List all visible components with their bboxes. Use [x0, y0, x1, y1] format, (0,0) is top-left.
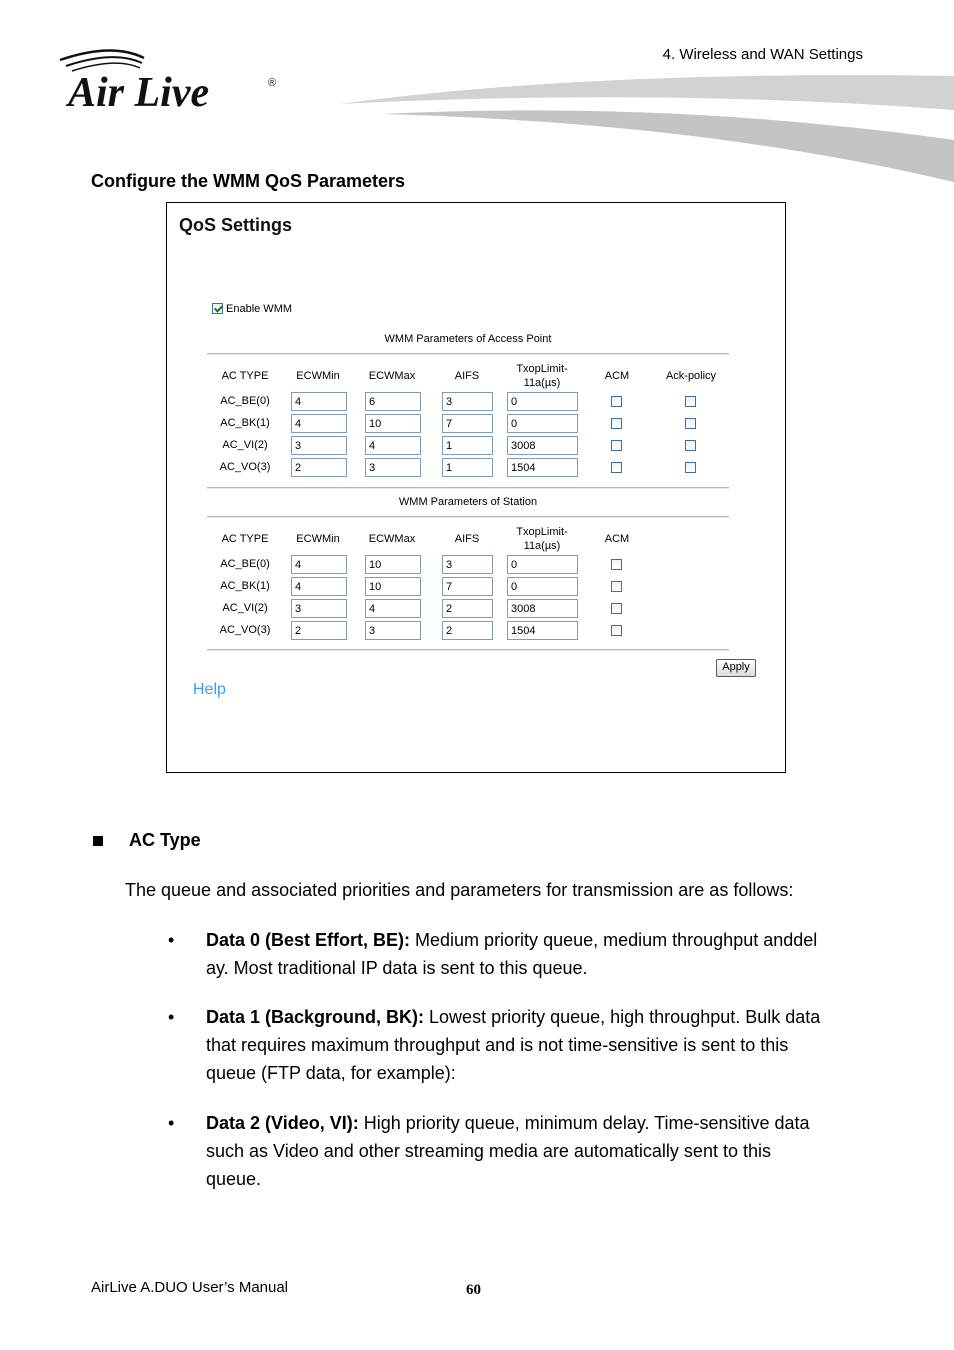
divider [207, 649, 729, 651]
ap-header-acm: ACM [604, 370, 630, 382]
ap-ecwmax-input[interactable] [365, 458, 421, 477]
sta-row-type: AC_VI(2) [222, 602, 268, 614]
ap-acm-checkbox[interactable] [611, 396, 622, 407]
ap-ack-policy-checkbox[interactable] [685, 462, 696, 473]
qos-settings-title: QoS Settings [179, 215, 293, 235]
sta-ecwmin-input[interactable] [291, 577, 347, 596]
ap-ack-policy-checkbox[interactable] [685, 396, 696, 407]
sta-txop-input[interactable] [507, 577, 578, 596]
ap-header-ecwmax: ECWMax [368, 370, 416, 382]
ap-txop-input[interactable] [507, 458, 578, 477]
header-swoosh-graphic [340, 70, 954, 190]
sta-ecwmax-input[interactable] [365, 599, 421, 618]
divider [207, 353, 729, 355]
ap-ecwmin-input[interactable] [291, 414, 347, 433]
bullet-dot: • [168, 1007, 175, 1027]
sta-txop-input[interactable] [507, 555, 578, 574]
ap-row-type: AC_BK(1) [220, 417, 270, 429]
sta-txop-input[interactable] [507, 599, 578, 618]
sta-ecwmin-input[interactable] [291, 621, 347, 640]
sta-header-acm: ACM [604, 533, 630, 545]
sta-aifs-input[interactable] [442, 621, 493, 640]
apply-button[interactable]: Apply [716, 659, 756, 677]
ap-ecwmin-input[interactable] [291, 458, 347, 477]
page-number: 60 [466, 1282, 481, 1298]
list-item-data1: Data 1 (Background, BK): Lowest priority queue, high throughput. Bulk data that requires maximum throughput and is not time-sensitive is sent to this queue (FTP data, for example): [206, 1007, 821, 1083]
sta-aifs-input[interactable] [442, 599, 493, 618]
help-link[interactable]: Help [193, 681, 226, 698]
list-item-data2: Data 2 (Video, VI): High priority queue, minimum delay. Time-sensitive data such as Video and other streaming media are automatically sent to this queue. [206, 1113, 810, 1189]
ap-aifs-input[interactable] [442, 392, 493, 411]
ap-params-title: WMM Parameters of Access Point [384, 333, 552, 345]
svg-text:Air Live: Air Live [68, 70, 210, 114]
ap-header-txoplimit: TxopLimit- 11a(µs) [516, 363, 568, 389]
sta-row-type: AC_BE(0) [220, 558, 270, 570]
sta-ecwmin-input[interactable] [291, 599, 347, 618]
ap-ecwmax-input[interactable] [365, 436, 421, 455]
bullet-square-icon [93, 836, 103, 846]
ap-ack-policy-checkbox[interactable] [685, 418, 696, 429]
ap-txop-input[interactable] [507, 436, 578, 455]
section-title: Configure the WMM QoS Parameters [91, 171, 406, 191]
bullet-dot: • [168, 1113, 175, 1133]
svg-text:®: ® [268, 77, 277, 89]
sta-header-aifs: AIFS [454, 533, 480, 545]
ap-ecwmin-input[interactable] [291, 392, 347, 411]
chapter-title: 4. Wireless and WAN Settings [662, 46, 863, 63]
qos-settings-panel [166, 202, 786, 773]
airlive-logo [52, 46, 287, 114]
sta-ecwmax-input[interactable] [365, 621, 421, 640]
sta-acm-checkbox[interactable] [611, 625, 622, 636]
station-params-title: WMM Parameters of Station [398, 496, 538, 508]
ap-aifs-input[interactable] [442, 458, 493, 477]
bullet-dot: • [168, 930, 175, 950]
ap-txop-input[interactable] [507, 392, 578, 411]
ap-header-ac-type: AC TYPE [221, 370, 269, 382]
ap-header-aifs: AIFS [454, 370, 480, 382]
sta-aifs-input[interactable] [442, 577, 493, 596]
divider [207, 487, 729, 489]
divider [207, 516, 729, 518]
ap-header-ecwmin: ECWMin [296, 370, 340, 382]
ap-header-ack-policy: Ack-policy [665, 370, 717, 382]
ap-ack-policy-checkbox[interactable] [685, 440, 696, 451]
sta-acm-checkbox[interactable] [611, 581, 622, 592]
ap-ecwmax-input[interactable] [365, 392, 421, 411]
ap-acm-checkbox[interactable] [611, 440, 622, 451]
sta-header-ac-type: AC TYPE [221, 533, 269, 545]
ap-aifs-input[interactable] [442, 436, 493, 455]
sta-ecwmax-input[interactable] [365, 555, 421, 574]
sta-ecwmax-input[interactable] [365, 577, 421, 596]
sta-row-type: AC_VO(3) [219, 624, 271, 636]
ap-row-type: AC_BE(0) [220, 395, 270, 407]
sta-acm-checkbox[interactable] [611, 559, 622, 570]
ap-row-type: AC_VI(2) [222, 439, 268, 451]
ap-ecwmin-input[interactable] [291, 436, 347, 455]
footer-manual-title: AirLive A.DUO User’s Manual [91, 1279, 289, 1296]
sta-ecwmin-input[interactable] [291, 555, 347, 574]
sta-header-ecwmax: ECWMax [368, 533, 416, 545]
enable-wmm-label: Enable WMM [226, 303, 293, 315]
ap-ecwmax-input[interactable] [365, 414, 421, 433]
intro-paragraph: The queue and associated priorities and parameters for transmission are as follows: [125, 880, 794, 900]
ap-row-type: AC_VO(3) [219, 461, 271, 473]
ap-txop-input[interactable] [507, 414, 578, 433]
enable-wmm-checkbox[interactable] [212, 303, 223, 314]
sta-txop-input[interactable] [507, 621, 578, 640]
sta-row-type: AC_BK(1) [220, 580, 270, 592]
ap-aifs-input[interactable] [442, 414, 493, 433]
ap-acm-checkbox[interactable] [611, 418, 622, 429]
ac-type-heading: AC Type [129, 830, 201, 850]
ap-acm-checkbox[interactable] [611, 462, 622, 473]
sta-acm-checkbox[interactable] [611, 603, 622, 614]
sta-header-txoplimit: TxopLimit- 11a(µs) [516, 526, 568, 552]
sta-aifs-input[interactable] [442, 555, 493, 574]
list-item-data0: Data 0 (Best Effort, BE): Medium priority queue, medium throughput anddel ay. Most traditional IP data is sent to this queue. [206, 930, 818, 978]
sta-header-ecwmin: ECWMin [296, 533, 340, 545]
